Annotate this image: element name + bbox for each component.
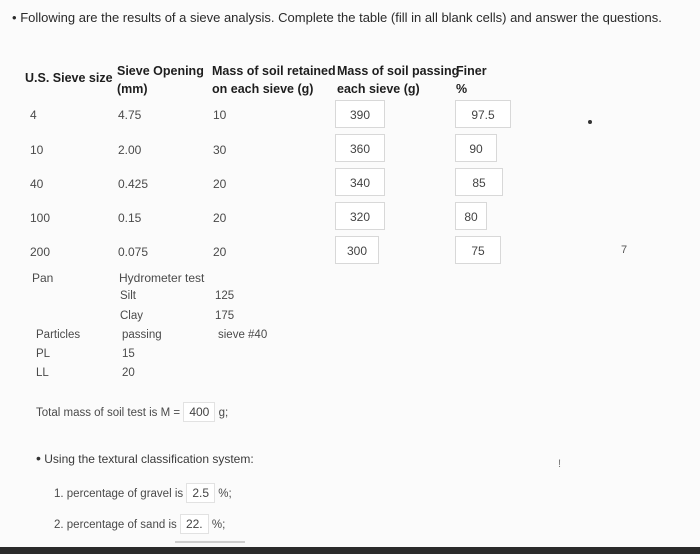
header-retained-line2: on each sieve (g) — [212, 82, 314, 96]
particles-passing: passing — [122, 329, 162, 341]
row4-finer-box[interactable]: 80 — [455, 202, 487, 230]
row5-sieve: 200 — [30, 245, 51, 259]
particles-sieve: sieve #40 — [218, 329, 268, 341]
pl-label: PL — [36, 348, 51, 360]
stray-mark-bang: ! — [558, 458, 562, 470]
hydrometer-label: Hydrometer test — [119, 271, 205, 285]
header-finer-line2: % — [456, 82, 468, 96]
row5-retained: 20 — [213, 245, 227, 259]
pl-value: 15 — [122, 348, 135, 360]
row1-retained: 10 — [213, 108, 227, 122]
ll-label: LL — [36, 367, 49, 379]
row5-finer-box[interactable]: 75 — [455, 236, 501, 264]
gravel-unit: %; — [218, 488, 232, 500]
row4-sieve: 100 — [30, 211, 51, 225]
total-mass-unit: g; — [218, 407, 229, 419]
gravel-input[interactable]: 2.5 — [186, 483, 215, 503]
intro-bullet: • — [12, 10, 17, 25]
row1-finer-box[interactable]: 97.5 — [455, 100, 511, 128]
ll-value: 20 — [122, 367, 135, 379]
header-opening-line1: Sieve Opening — [117, 64, 204, 78]
header-retained-line1: Mass of soil retained — [212, 64, 336, 78]
sand-label: 2. percentage of sand is — [54, 519, 177, 531]
row3-sieve: 40 — [30, 177, 44, 191]
stray-dot — [588, 120, 592, 124]
row2-passing-box[interactable]: 360 — [335, 134, 385, 162]
row1-opening: 4.75 — [118, 108, 142, 122]
gravel-label: 1. percentage of gravel is — [54, 488, 184, 500]
pan-label: Pan — [32, 271, 54, 285]
row2-finer-box[interactable]: 90 — [455, 134, 497, 162]
intro-text — [12, 10, 662, 25]
particles-label: Particles — [36, 329, 81, 341]
silt-value: 125 — [215, 290, 235, 302]
question-gravel — [54, 483, 232, 503]
total-mass-input[interactable]: 400 — [183, 402, 215, 422]
header-finer-line1: Finer — [456, 64, 487, 78]
row2-opening: 2.00 — [118, 143, 142, 157]
row3-retained: 20 — [213, 177, 227, 191]
row2-sieve: 10 — [30, 143, 44, 157]
questions-bullet: • — [36, 450, 41, 466]
intro-sentence: Following are the results of a sieve analysis. Complete the table (fill in all blank cells) and answer the questions. — [20, 10, 662, 25]
header-passing-line1: Mass of soil passing — [337, 64, 460, 78]
row2-retained: 30 — [213, 143, 227, 157]
row4-retained: 20 — [213, 211, 227, 225]
row4-passing-box[interactable]: 320 — [335, 202, 385, 230]
row5-opening: 0.075 — [118, 245, 149, 259]
clay-label: Clay — [120, 310, 144, 322]
silt-label: Silt — [120, 290, 136, 302]
row3-opening: 0.425 — [118, 177, 149, 191]
total-mass-label: Total mass of soil test is M = — [36, 407, 181, 419]
textural-system-line — [36, 450, 254, 466]
scroll-hint-line — [175, 541, 245, 543]
textural-system-intro: Using the textural classification system: — [44, 452, 254, 466]
row1-passing-box[interactable]: 390 — [335, 100, 385, 128]
stray-mark-seven: 7 — [621, 244, 628, 256]
header-passing-line2: each sieve (g) — [337, 82, 420, 96]
header-sieve-size: U.S. Sieve size — [25, 71, 113, 85]
bottom-bar — [0, 547, 700, 554]
question-sand — [54, 514, 225, 534]
row4-opening: 0.15 — [118, 211, 142, 225]
total-mass-line — [36, 402, 228, 422]
sand-unit: %; — [211, 519, 226, 531]
header-opening-line2: (mm) — [117, 82, 148, 96]
row3-passing-box[interactable]: 340 — [335, 168, 385, 196]
row5-passing-box[interactable]: 300 — [335, 236, 379, 264]
sand-input[interactable]: 22. — [180, 514, 209, 534]
row3-finer-box[interactable]: 85 — [455, 168, 503, 196]
row1-sieve: 4 — [30, 108, 37, 122]
clay-value: 175 — [215, 310, 235, 322]
